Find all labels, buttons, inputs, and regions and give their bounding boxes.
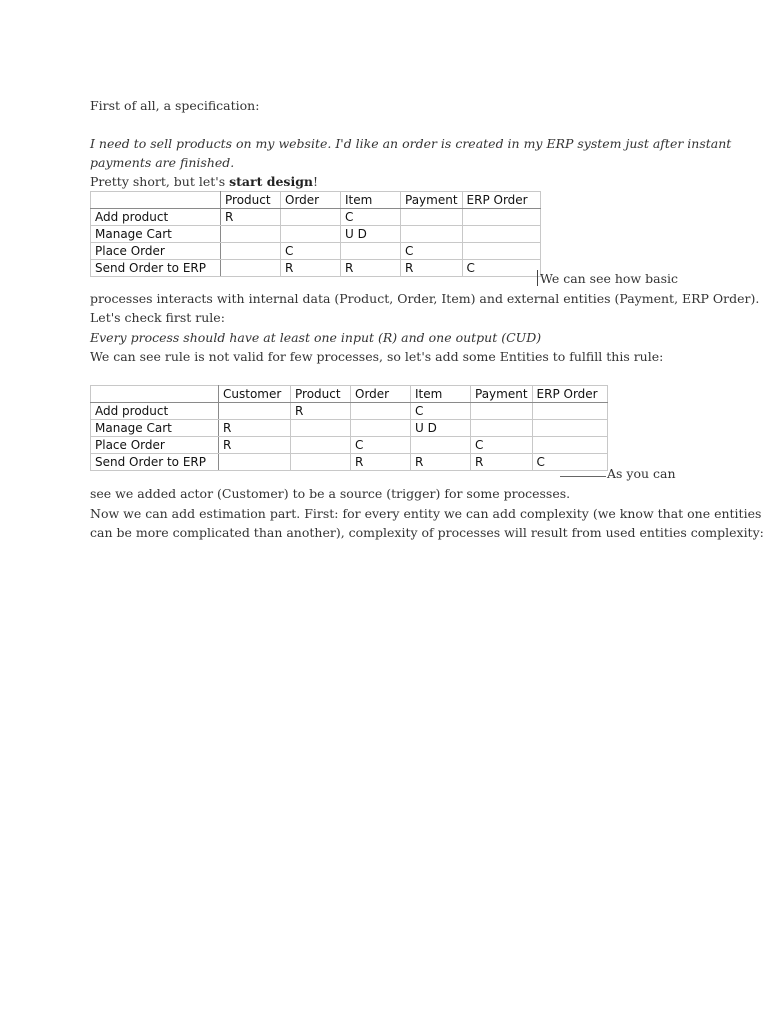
table-cell: C — [532, 454, 607, 471]
table-cell: C — [281, 243, 341, 260]
table-header-cell: Payment — [471, 386, 533, 403]
table-row-label: Add product — [91, 209, 221, 226]
rule-result-paragraph: We can see rule is not valid for few processes, so let's add some Entities to fulfill this rule: — [90, 349, 664, 364]
table-header-cell — [91, 386, 219, 403]
after-table-1-inline-text: We can see how basic — [540, 271, 678, 286]
design-intro-paragraph — [90, 172, 318, 191]
table-cell — [221, 260, 281, 277]
after-table-2-inline-text: As you can — [607, 466, 676, 481]
table-cell: C — [462, 260, 540, 277]
table-cell — [471, 420, 533, 437]
table-header-cell: Customer — [219, 386, 291, 403]
table-cell — [291, 437, 351, 454]
table-cell — [462, 226, 540, 243]
table-cell — [532, 420, 607, 437]
table-row-label: Send Order to ERP — [91, 260, 221, 277]
specification-text-cont: payments are finished. — [90, 155, 235, 170]
estimation-paragraph-line-1: Now we can add estimation part. First: for every entity we can add complexity (we know that one entities — [90, 506, 762, 521]
rule-intro-paragraph: Let's check first rule: — [90, 310, 225, 325]
specification-line-2 — [90, 153, 234, 172]
table-cell — [291, 454, 351, 471]
table-cell: U D — [341, 226, 401, 243]
table-header-cell: Product — [291, 386, 351, 403]
table-cell — [291, 420, 351, 437]
table-cell: U D — [411, 420, 471, 437]
specification-text: I need to sell products on my website. I'd like an order is created in my ERP system just after instant — [90, 136, 732, 151]
table-cell — [471, 403, 533, 420]
table-cell: R — [411, 454, 471, 471]
text-cursor — [537, 270, 538, 286]
table-header-cell: Order — [351, 386, 411, 403]
table-cell — [219, 454, 291, 471]
table-cell — [401, 209, 463, 226]
rule-text: Every process should have at least one input (R) and one output (CUD) — [90, 330, 542, 345]
table-row — [91, 454, 608, 471]
table-cell — [351, 403, 411, 420]
table-row-label: Manage Cart — [91, 226, 221, 243]
table-cell — [462, 243, 540, 260]
table-header-cell: Payment — [401, 192, 463, 209]
rule-text-line — [90, 328, 541, 347]
design-intro-prefix: Pretty short, but let's — [90, 174, 230, 189]
table-cell: R — [291, 403, 351, 420]
start-design-bold: start design — [229, 174, 314, 189]
table-row — [91, 403, 608, 420]
table-cell — [341, 243, 401, 260]
table-cell: C — [471, 437, 533, 454]
table-cell: R — [219, 420, 291, 437]
after-table-1-paragraph: processes interacts with internal data (Product, Order, Item) and external entities (Payment, ERP Order). — [90, 291, 760, 306]
table-row — [91, 243, 541, 260]
table-cell: R — [341, 260, 401, 277]
design-intro-suffix: ! — [313, 174, 319, 189]
table-cell: R — [281, 260, 341, 277]
table-cell — [219, 403, 291, 420]
table-row-label: Place Order — [91, 243, 221, 260]
table-cell — [221, 226, 281, 243]
table-cell — [411, 437, 471, 454]
table-row — [91, 420, 608, 437]
table-cell — [532, 437, 607, 454]
table-header-cell: Product — [221, 192, 281, 209]
intro-paragraph: First of all, a specification: — [90, 98, 260, 113]
table-cell: R — [219, 437, 291, 454]
table-cell: C — [351, 437, 411, 454]
table-cell: R — [471, 454, 533, 471]
table-cell: R — [351, 454, 411, 471]
table-cell — [532, 403, 607, 420]
table-header-cell: Item — [411, 386, 471, 403]
table-cell — [281, 209, 341, 226]
table-cell: R — [221, 209, 281, 226]
specification-line-1 — [90, 134, 731, 153]
table-anchor-line — [560, 476, 606, 477]
table-row — [91, 226, 541, 243]
crud-matrix-table-2 — [90, 385, 608, 471]
table-header-cell: ERP Order — [532, 386, 607, 403]
table-cell — [462, 209, 540, 226]
table-cell — [401, 226, 463, 243]
table-cell: C — [411, 403, 471, 420]
table-row-label: Place Order — [91, 437, 219, 454]
table-cell: C — [341, 209, 401, 226]
table-header-cell: Order — [281, 192, 341, 209]
after-table-2-paragraph: see we added actor (Customer) to be a source (trigger) for some processes. — [90, 486, 571, 501]
table-row — [91, 260, 541, 277]
table-header-row — [91, 386, 608, 403]
table-cell: R — [401, 260, 463, 277]
estimation-paragraph-line-2: can be more complicated than another), complexity of processes will result from used entities complexity: — [90, 525, 764, 540]
table-header-cell: ERP Order — [462, 192, 540, 209]
table-row — [91, 437, 608, 454]
table-cell — [281, 226, 341, 243]
table-row-label: Send Order to ERP — [91, 454, 219, 471]
crud-matrix-table-1 — [90, 191, 541, 277]
table-header-row — [91, 192, 541, 209]
table-header-cell — [91, 192, 221, 209]
table-header-cell: Item — [341, 192, 401, 209]
table-row-label: Add product — [91, 403, 219, 420]
table-cell — [351, 420, 411, 437]
table-cell — [221, 243, 281, 260]
table-row-label: Manage Cart — [91, 420, 219, 437]
table-row — [91, 209, 541, 226]
table-cell: C — [401, 243, 463, 260]
